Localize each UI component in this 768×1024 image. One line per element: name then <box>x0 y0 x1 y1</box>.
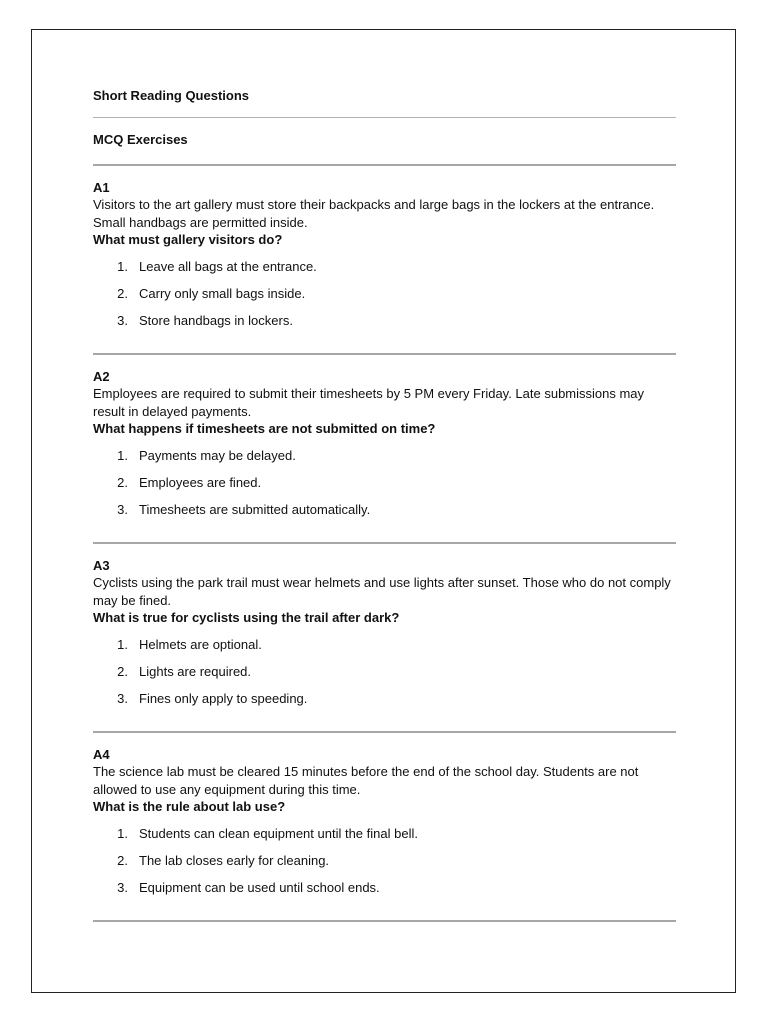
option-number: 2. <box>117 475 128 490</box>
option-text: Timesheets are submitted automatically. <box>139 502 371 517</box>
question-label: A2 <box>93 369 110 384</box>
answer-option <box>93 691 676 707</box>
question-label: A4 <box>93 747 110 762</box>
option-number: 3. <box>117 880 128 895</box>
answer-option <box>93 880 676 896</box>
question-prompt: What must gallery visitors do? <box>93 232 283 247</box>
question-passage: The science lab must be cleared 15 minutes before the end of the school day. Students are not allowed to use any equipment during this time. <box>93 764 639 797</box>
option-text: Equipment can be used until school ends. <box>139 880 380 895</box>
question-prompt: What is the rule about lab use? <box>93 799 286 814</box>
option-number: 1. <box>117 637 128 652</box>
option-number: 2. <box>117 286 128 301</box>
option-number: 3. <box>117 502 128 517</box>
document-content <box>93 88 676 922</box>
option-number: 1. <box>117 448 128 463</box>
answer-options <box>93 637 676 707</box>
option-number: 3. <box>117 313 128 328</box>
option-number: 3. <box>117 691 128 706</box>
option-text: Lights are required. <box>139 664 252 679</box>
option-number: 1. <box>117 826 128 841</box>
answer-option <box>93 475 676 491</box>
question-block <box>93 369 676 544</box>
option-text: The lab closes early for cleaning. <box>139 853 330 868</box>
question-divider <box>93 542 676 544</box>
answer-options <box>93 448 676 518</box>
questions-list <box>93 180 676 922</box>
option-number: 2. <box>117 853 128 868</box>
answer-option <box>93 664 676 680</box>
option-text: Students can clean equipment until the final bell. <box>139 826 418 841</box>
option-number: 1. <box>117 259 128 274</box>
option-text: Fines only apply to speeding. <box>139 691 308 706</box>
question-block <box>93 180 676 355</box>
answer-option <box>93 259 676 275</box>
answer-option <box>93 637 676 653</box>
question-divider <box>93 353 676 355</box>
question-passage: Visitors to the art gallery must store their backpacks and large bags in the lockers at the entrance. Small handbags are permitted inside. <box>93 197 655 230</box>
option-text: Helmets are optional. <box>139 637 262 652</box>
document-page <box>31 29 736 993</box>
question-divider <box>93 731 676 733</box>
option-text: Payments may be delayed. <box>139 448 296 463</box>
document-title: Short Reading Questions <box>93 88 250 103</box>
question-passage: Cyclists using the park trail must wear helmets and use lights after sunset. Those who do not comply may be fined. <box>93 575 671 608</box>
answer-option <box>93 286 676 302</box>
answer-options <box>93 259 676 329</box>
option-text: Employees are fined. <box>139 475 262 490</box>
question-block <box>93 747 676 922</box>
option-text: Leave all bags at the entrance. <box>139 259 317 274</box>
answer-option <box>93 313 676 329</box>
answer-option <box>93 448 676 464</box>
question-block <box>93 558 676 733</box>
answer-option <box>93 826 676 842</box>
title-divider <box>93 117 676 118</box>
question-label: A3 <box>93 558 110 573</box>
answer-option <box>93 853 676 869</box>
option-text: Carry only small bags inside. <box>139 286 306 301</box>
answer-options <box>93 826 676 896</box>
question-label: A1 <box>93 180 110 195</box>
option-text: Store handbags in lockers. <box>139 313 293 328</box>
question-prompt: What is true for cyclists using the trail after dark? <box>93 610 400 625</box>
option-number: 2. <box>117 664 128 679</box>
question-prompt: What happens if timesheets are not submitted on time? <box>93 421 436 436</box>
question-divider <box>93 920 676 922</box>
section-divider <box>93 164 676 166</box>
section-heading: MCQ Exercises <box>93 132 188 147</box>
question-passage: Employees are required to submit their timesheets by 5 PM every Friday. Late submissions may result in delayed payments. <box>93 386 645 419</box>
answer-option <box>93 502 676 518</box>
